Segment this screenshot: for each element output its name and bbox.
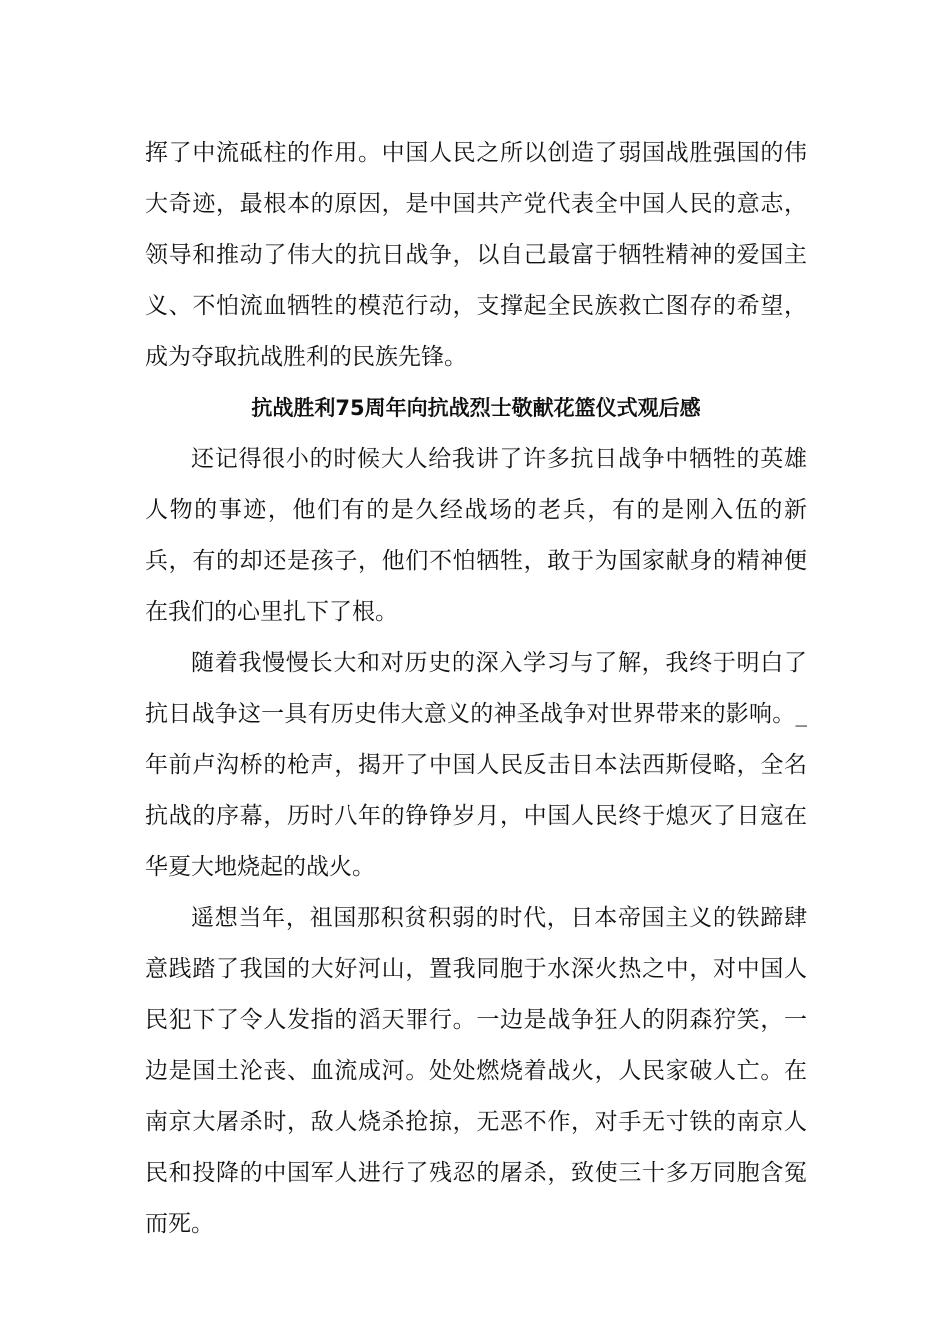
paragraph-history: 随着我慢慢长大和对历史的深入学习与了解，我终于明白了抗日战争这一具有历史伟大意义的神圣战争对世界带来的影响。_年前卢沟桥的枪声，揭开了中国人民反击日本法西斯侵略，全名抗战的序幕，历时八年的铮铮岁月，中国人民终于熄灭了日寇在华夏大地烧起的战火。 [145, 650, 807, 880]
paragraph-continued: 挥了中流砥柱的作用。中国人民之所以创造了弱国战胜强国的伟大奇迹，最根本的原因，是中国共产党代表全中国人民的意志，领导和推动了伟大的抗日战争，以自己最富于牺牲精神的爱国主义、不怕流血牺牲的模范行动，支撑起全民族救亡图存的希望，成为夺取抗战胜利的民族先锋。 [145, 140, 807, 370]
paragraph-recollection: 遥想当年，祖国那积贫积弱的时代，日本帝国主义的铁蹄肆意践踏了我国的大好河山，置我同胞于水深火热之中，对中国人民犯下了令人发指的滔天罪行。一边是战争狂人的阴森狞笑，一边是国土沦丧、血流成河。处处燃烧着战火，人民家破人亡。在南京大屠杀时，敌人烧杀抢掠，无恶不作，对手无寸铁的南京人民和投降的中国军人进行了残忍的屠杀，致使三十多万同胞含冤而死。 [145, 905, 807, 1237]
paragraph-childhood: 还记得很小的时候大人给我讲了许多抗日战争中牺牲的英雄人物的事迹，他们有的是久经战场的老兵，有的是刚入伍的新兵，有的却还是孩子，他们不怕牺牲，敢于为国家献身的精神便在我们的心里扎下了根。 [145, 446, 807, 625]
document-body [145, 128, 807, 1250]
essay-title: 抗战胜利75周年向抗战烈士敬献花篮仪式观后感 [251, 396, 701, 420]
